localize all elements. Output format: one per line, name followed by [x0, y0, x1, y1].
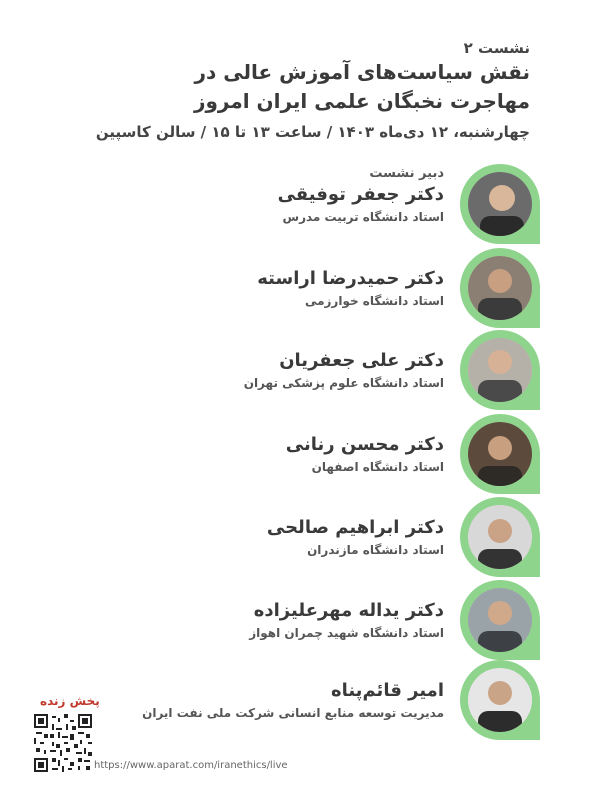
avatar-frame — [460, 660, 540, 740]
speaker-name: دکتر محسن رنانی — [285, 434, 444, 455]
speaker-text — [244, 348, 444, 392]
avatar-frame — [460, 414, 540, 494]
speaker-text — [257, 266, 444, 310]
avatar-frame — [460, 248, 540, 328]
avatar-frame — [460, 164, 540, 244]
speaker-name: امیر قائم‌پناه — [330, 680, 444, 701]
qr-code-icon[interactable] — [34, 714, 92, 772]
avatar-frame — [460, 330, 540, 410]
avatar-frame — [460, 580, 540, 660]
event-title-line2: مهاجرت نخبگان علمی ایران امروز — [193, 89, 530, 113]
avatar-frame — [460, 497, 540, 577]
speaker-affiliation: استاد دانشگاه خوارزمی — [304, 294, 444, 308]
speaker-name: دکتر یداله مهرعلیزاده — [253, 600, 444, 621]
session-number: نشست ۲ — [463, 39, 530, 57]
speaker-affiliation: استاد دانشگاه علوم پزشکی تهران — [243, 376, 444, 390]
speaker-affiliation: استاد دانشگاه اصفهان — [311, 460, 444, 474]
speaker-affiliation: مدیریت توسعه منابع انسانی شرکت ملی نفت ایران — [142, 706, 444, 720]
speaker-card-2 — [80, 248, 540, 328]
avatar — [468, 172, 532, 236]
speaker-text — [249, 598, 444, 642]
event-header — [96, 38, 530, 144]
moderator-label: دبیر نشست — [369, 166, 444, 181]
speaker-name: دکتر حمیدرضا اراسته — [257, 268, 444, 289]
speaker-text — [278, 166, 444, 226]
avatar — [468, 256, 532, 320]
event-datetime: چهارشنبه، ۱۲ دی‌ماه ۱۴۰۳ / ساعت ۱۳ تا ۱۵ / سالن کاسپین — [95, 123, 530, 141]
avatar — [468, 505, 532, 569]
live-stream-url[interactable]: https://www.aparat.com/iranethics/live — [94, 760, 288, 771]
speaker-text — [267, 515, 444, 559]
speaker-card-6 — [80, 580, 540, 660]
speaker-text — [142, 678, 444, 722]
avatar — [468, 422, 532, 486]
speaker-name: دکتر ابراهیم صالحی — [266, 517, 444, 538]
speaker-affiliation: استاد دانشگاه مازندران — [307, 543, 444, 557]
live-stream-label: پخش زنده — [40, 694, 100, 708]
avatar — [468, 588, 532, 652]
speaker-name: دکتر علی جعفریان — [279, 350, 444, 371]
speaker-card-5 — [80, 497, 540, 577]
speaker-card-1 — [80, 164, 540, 244]
avatar — [468, 338, 532, 402]
speaker-text — [286, 432, 444, 476]
speaker-affiliation: استاد دانشگاه شهید چمران اهواز — [249, 626, 444, 640]
speaker-card-7 — [80, 660, 540, 740]
speaker-card-3 — [80, 330, 540, 410]
speaker-affiliation: استاد دانشگاه تربیت مدرس — [282, 210, 444, 224]
avatar — [468, 668, 532, 732]
event-title-line1: نقش سیاست‌های آموزش عالی در — [194, 60, 530, 84]
speaker-card-4 — [80, 414, 540, 494]
speaker-name: دکتر جعفر توفیقی — [277, 184, 444, 205]
